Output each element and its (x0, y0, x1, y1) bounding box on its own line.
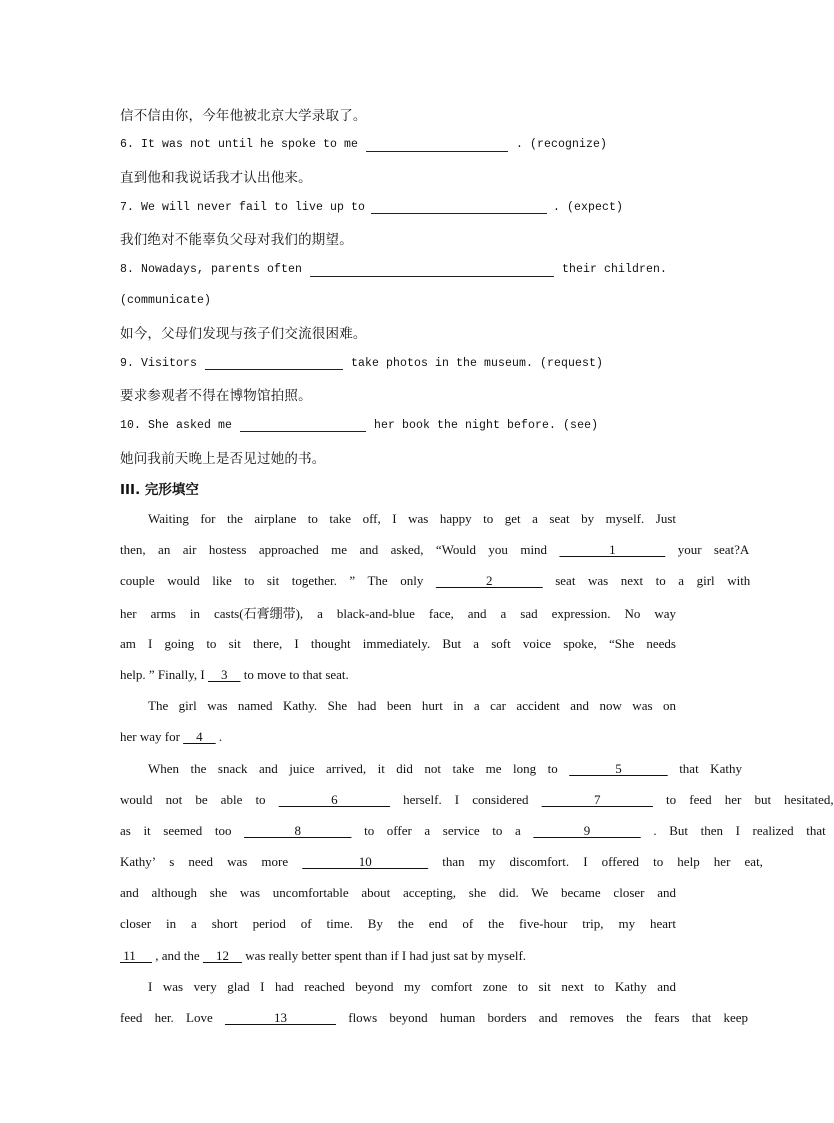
passage-segment: herself. I considered (389, 791, 542, 807)
translation-text: 她问我前天晚上是否见过她的书。 (120, 450, 326, 467)
passage-text (148, 698, 676, 714)
cloze-blank[interactable]: 1 (559, 542, 666, 558)
passage-text (120, 573, 750, 589)
passage-line (120, 878, 676, 909)
passage-line (120, 815, 826, 846)
passage-segment: would not be able to (120, 791, 279, 807)
passage-line (120, 535, 750, 566)
passage-text (148, 761, 742, 777)
translation-text: 直到他和我说话我才认出他来。 (120, 169, 312, 186)
passage-text (120, 636, 676, 652)
passage-line (120, 1002, 749, 1033)
question-9 (120, 348, 676, 379)
passage-line (120, 566, 751, 597)
passage-line (120, 784, 834, 815)
passage-segment: I was very glad I had reached beyond my comfort zone to sit next to Kathy and (148, 978, 676, 994)
passage-text (120, 603, 676, 622)
passage-line (120, 597, 676, 628)
passage-segment: , and the (152, 947, 203, 963)
translation-line (120, 379, 676, 410)
cloze-passage (120, 503, 834, 1033)
passage-text (120, 792, 834, 808)
passage-segment: and although she was uncomfortable about accepting, she did. We became closer and (120, 885, 676, 901)
cloze-blank[interactable]: 13 (224, 1010, 336, 1026)
question-text: her book the night before. (see) (374, 418, 599, 432)
passage-text (148, 979, 676, 995)
passage-text (120, 542, 749, 558)
worksheet-page (120, 98, 834, 1034)
cloze-blank[interactable]: 8 (244, 822, 352, 838)
question-6 (120, 129, 676, 160)
question-8 (120, 254, 676, 285)
passage-line (120, 503, 676, 534)
passage-segment: to move to that seat. (240, 666, 349, 682)
answer-blank[interactable] (310, 263, 554, 277)
passage-text (120, 823, 826, 839)
passage-text (120, 729, 222, 745)
passage-segment: to feed her but hesitated, (652, 791, 834, 807)
answer-blank[interactable] (371, 200, 547, 214)
passage-segment: Waiting for the airplane to take off, I was happy to get a seat by myself. Just (148, 511, 676, 527)
question-hint: . (expect) (553, 200, 624, 214)
translation-line (120, 441, 676, 472)
question-hint: . (recognize) (516, 138, 608, 152)
translation-line (120, 98, 676, 129)
passage-text (120, 885, 676, 901)
cloze-blank[interactable]: 6 (278, 791, 390, 807)
passage-line (120, 847, 763, 878)
cloze-blank[interactable]: 9 (533, 822, 641, 838)
translation-text: 信不信由你，今年他被北京大学录取了。 (120, 107, 367, 124)
question-10 (120, 410, 676, 441)
translation-line (120, 316, 676, 347)
question-hint: (communicate) (120, 294, 212, 308)
passage-text (120, 948, 526, 964)
question-text: take photos in the museum. (request) (351, 356, 604, 370)
question-text: 9. Visitors (120, 356, 198, 370)
question-text: 10. She asked me (120, 418, 233, 432)
question-text: 7. We will never fail to live up to (120, 200, 366, 214)
passage-segment: When the snack and juice arrived, it did not take me long to (148, 760, 570, 776)
passage-line (120, 971, 676, 1002)
section-title: III. 完形填空 (120, 481, 199, 498)
cloze-blank[interactable]: 12 (202, 947, 242, 963)
translation-text: 我们绝对不能辜负父母对我们的期望。 (120, 232, 353, 249)
question-7 (120, 192, 676, 223)
passage-segment: your seat?A (665, 542, 750, 558)
passage-segment: to offer a service to a (351, 822, 534, 838)
passage-text (120, 854, 763, 870)
question-text: 6. It was not until he spoke to me (120, 138, 359, 152)
passage-segment: as it seemed too (120, 822, 245, 838)
cloze-blank[interactable]: 7 (541, 791, 653, 807)
passage-segment: than my discomfort. I offered to help her eat, (428, 854, 763, 870)
question-text: 8. Nowadays, parents often (120, 263, 303, 277)
cloze-blank[interactable]: 4 (183, 729, 216, 745)
passage-line (120, 722, 676, 753)
cloze-blank[interactable]: 2 (435, 573, 543, 589)
passage-segment: flows beyond human borders and removes the fears that keep (335, 1010, 749, 1026)
passage-line (120, 940, 676, 971)
passage-text (120, 1010, 748, 1026)
passage-segment: am I going to sit there, I thought immediately. But a soft voice spoke, “She needs (120, 635, 676, 651)
cloze-blank[interactable]: 10 (302, 854, 429, 870)
answer-blank[interactable] (240, 418, 366, 432)
passage-line (120, 753, 742, 784)
passage-line (120, 659, 676, 690)
passage-line (120, 691, 676, 722)
passage-segment: her arms in casts(石膏绷带), a black-and-blue face, and a sad expression. No way (120, 606, 676, 622)
translation-line (120, 223, 676, 254)
passage-segment: was really better spent than if I had just sat by myself. (241, 947, 527, 963)
answer-blank[interactable] (366, 138, 508, 152)
passage-segment: seat was next to a girl with (542, 573, 751, 589)
cloze-blank[interactable]: 11 (120, 947, 153, 963)
section-heading (120, 472, 676, 503)
answer-blank[interactable] (205, 356, 343, 370)
passage-segment: that Kathy (667, 760, 742, 776)
translation-text: 要求参观者不得在博物馆拍照。 (120, 388, 312, 405)
passage-segment: then, an air hostess approached me and asked, “Would you mind (120, 542, 560, 558)
passage-segment: Kathy’ s need was more (120, 854, 303, 870)
question-hint-line (120, 285, 676, 316)
passage-segment: The girl was named Kathy. She had been hurt in a car accident and now was on (148, 698, 676, 714)
passage-segment: help. ” Finally, I (120, 666, 208, 682)
passage-text (148, 511, 676, 527)
passage-segment: . But then I realized that (640, 822, 826, 838)
translation-text: 如今，父母们发现与孩子们交流很困难。 (120, 325, 367, 342)
passage-segment: . (215, 729, 223, 745)
passage-text (120, 916, 676, 932)
passage-segment: couple would like to sit together. ” The only (120, 573, 436, 589)
cloze-blank[interactable]: 3 (207, 666, 241, 682)
passage-line (120, 909, 676, 940)
cloze-blank[interactable]: 5 (569, 760, 668, 776)
translation-line (120, 160, 676, 191)
passage-segment: closer in a short period of time. By the end of the five-hour trip, my heart (120, 916, 676, 932)
question-text: their children. (562, 263, 668, 277)
passage-text (120, 667, 349, 683)
passage-line (120, 628, 676, 659)
passage-segment: her way for (120, 729, 184, 745)
passage-segment: feed her. Love (120, 1010, 225, 1026)
